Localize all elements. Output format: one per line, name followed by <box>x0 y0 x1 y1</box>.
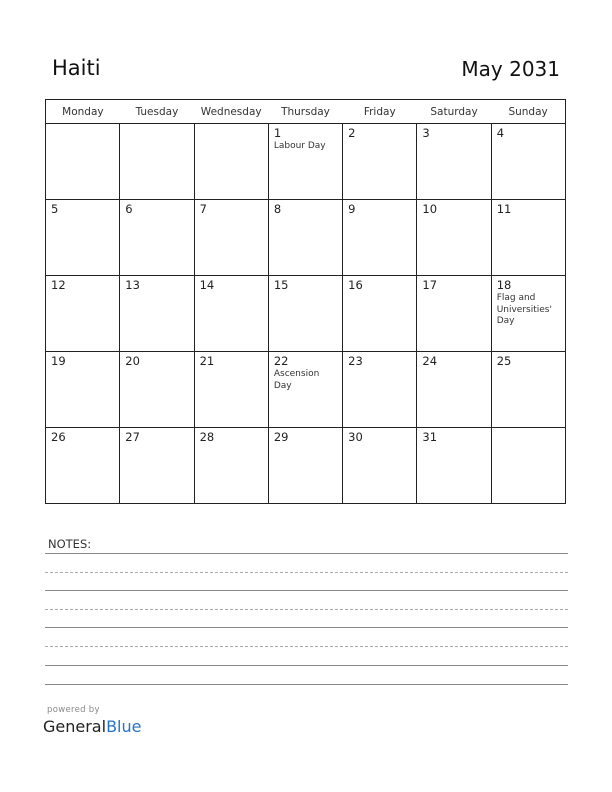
day-cell <box>268 124 342 200</box>
day-number: 23 <box>348 354 363 368</box>
holiday-label: Ascension Day <box>273 369 320 391</box>
day-number: 25 <box>496 354 512 368</box>
day-cell <box>268 200 342 276</box>
day-cell <box>46 352 120 428</box>
notes-line <box>45 684 568 685</box>
weekday-monday: Monday <box>46 100 120 124</box>
day-cell <box>268 428 342 504</box>
day-number: 11 <box>496 202 512 216</box>
day-number: 29 <box>273 430 289 444</box>
generalblue-logo <box>43 717 141 736</box>
day-number: 8 <box>273 202 282 216</box>
day-cell <box>46 276 120 352</box>
day-cell <box>343 428 417 504</box>
day-number: 28 <box>199 430 215 444</box>
day-number: 20 <box>125 354 140 368</box>
day-number: 12 <box>51 278 66 292</box>
day-number: 6 <box>125 202 133 216</box>
weekday-header-row <box>46 100 566 124</box>
weekday-friday: Friday <box>343 100 417 124</box>
weekday-saturday: Saturday <box>417 100 491 124</box>
notes-line <box>45 609 568 610</box>
day-number: 26 <box>51 430 66 444</box>
day-number: 13 <box>125 278 140 292</box>
day-cell <box>343 124 417 200</box>
day-number: 15 <box>273 278 289 292</box>
notes-label: NOTES: <box>48 537 92 551</box>
day-cell <box>120 200 194 276</box>
day-number: 24 <box>422 354 438 368</box>
day-cell <box>343 352 417 428</box>
day-cell <box>268 276 342 352</box>
day-cell <box>194 276 268 352</box>
day-number: 31 <box>422 430 438 444</box>
weekday-thursday: Thursday <box>268 100 342 124</box>
weekday-wednesday: Wednesday <box>194 100 268 124</box>
brand-general: General <box>43 717 107 736</box>
day-cell <box>491 276 565 352</box>
day-number: 10 <box>422 202 438 216</box>
day-number: 16 <box>348 278 363 292</box>
week-row <box>46 124 566 200</box>
day-number: 3 <box>422 126 430 140</box>
day-cell <box>417 352 491 428</box>
day-number: 22 <box>273 354 289 368</box>
day-cell <box>46 428 120 504</box>
day-cell <box>194 124 268 200</box>
day-number: 9 <box>348 202 356 216</box>
day-cell <box>417 276 491 352</box>
notes-line <box>45 665 568 666</box>
day-cell <box>46 200 120 276</box>
day-number: 17 <box>422 278 438 292</box>
day-number: 30 <box>348 430 363 444</box>
brand-blue: Blue <box>106 717 142 736</box>
notes-line <box>45 553 568 554</box>
day-cell <box>268 352 342 428</box>
day-cell <box>417 428 491 504</box>
week-row <box>46 276 566 352</box>
calendar-grid <box>45 99 566 504</box>
week-row <box>46 200 566 276</box>
notes-line <box>45 590 568 591</box>
month-title: May 2031 <box>461 57 560 81</box>
day-cell <box>343 276 417 352</box>
week-row <box>46 352 566 428</box>
holiday-label: Labour Day <box>273 141 326 151</box>
day-cell <box>491 124 565 200</box>
day-cell <box>194 428 268 504</box>
day-cell <box>46 124 120 200</box>
day-cell <box>194 352 268 428</box>
day-cell <box>194 200 268 276</box>
weekday-tuesday: Tuesday <box>120 100 194 124</box>
week-row <box>46 428 566 504</box>
day-number: 21 <box>199 354 215 368</box>
day-cell <box>491 200 565 276</box>
day-number: 1 <box>273 126 282 140</box>
day-number: 19 <box>51 354 66 368</box>
day-number: 5 <box>51 202 59 216</box>
day-cell <box>120 428 194 504</box>
day-number: 18 <box>496 278 512 292</box>
country-title: Haiti <box>52 56 101 80</box>
notes-line <box>45 646 568 647</box>
weekday-sunday: Sunday <box>491 100 565 124</box>
notes-line <box>45 572 568 573</box>
day-number: 7 <box>199 202 207 216</box>
holiday-label: Flag and Universities' Day <box>496 293 552 326</box>
day-cell <box>491 352 565 428</box>
day-number: 4 <box>496 126 505 140</box>
notes-line <box>45 627 568 628</box>
day-cell <box>343 200 417 276</box>
day-cell <box>417 124 491 200</box>
day-number: 14 <box>199 278 215 292</box>
day-number: 27 <box>125 430 140 444</box>
powered-by-text: powered by <box>47 705 100 715</box>
day-cell <box>491 428 565 504</box>
day-cell <box>120 352 194 428</box>
day-number: 2 <box>348 126 356 140</box>
day-cell <box>120 276 194 352</box>
day-cell <box>120 124 194 200</box>
day-cell <box>417 200 491 276</box>
